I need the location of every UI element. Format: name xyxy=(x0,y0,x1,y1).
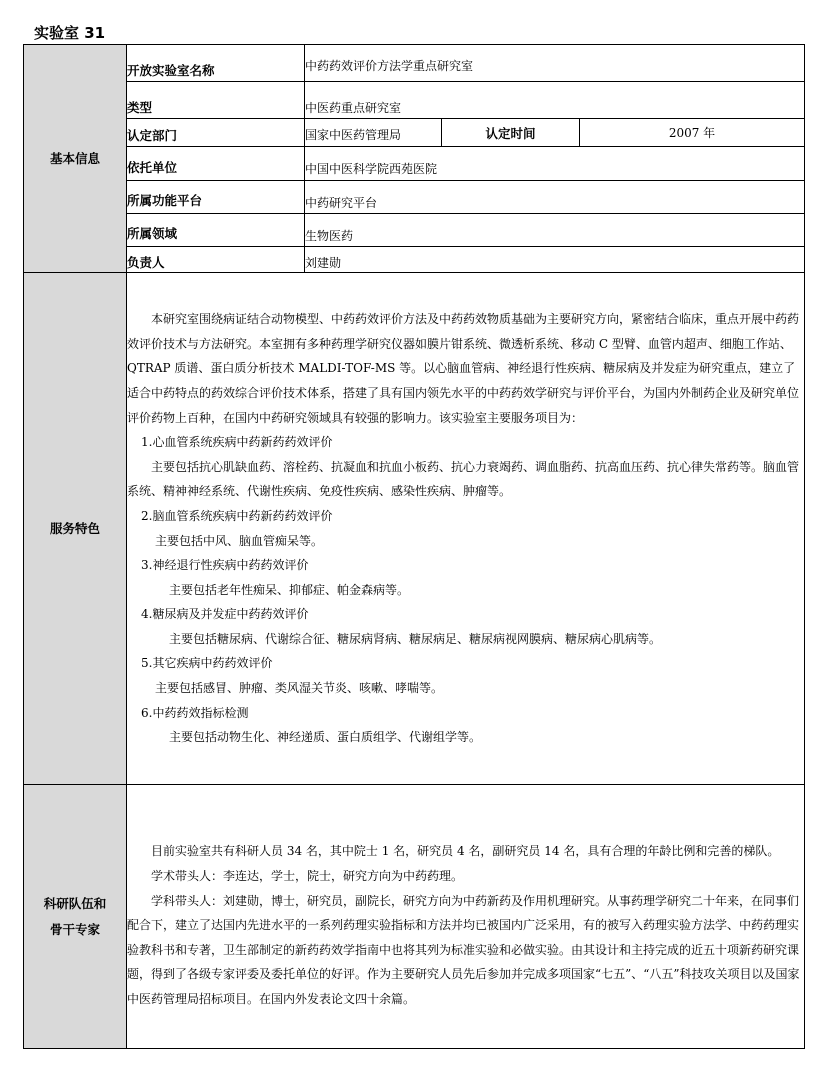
team-content xyxy=(127,785,805,1049)
row-dept xyxy=(24,119,805,147)
time-label: 认定时间 xyxy=(442,119,580,147)
section-team xyxy=(24,785,127,1049)
service-item-6-title: 6.中药药效指标检测 xyxy=(141,705,249,720)
row-field xyxy=(24,214,805,247)
service-item-5-desc: 主要包括感冒、肿瘤、类风湿关节炎、咳嗽、哮喘等。 xyxy=(155,681,444,696)
service-item-4-title: 4.糖尿病及并发症中药药效评价 xyxy=(141,607,309,622)
time-value: 2007 年 xyxy=(580,119,805,147)
dept-value: 国家中医药管理局 xyxy=(305,119,442,147)
leader-label: 负责人 xyxy=(127,247,305,273)
row-team xyxy=(24,785,805,1049)
service-item-1-title: 1.心血管系统疾病中药新药药效评价 xyxy=(141,435,333,450)
row-type xyxy=(24,82,805,119)
lab-name-label: 开放实验室名称 xyxy=(127,45,305,82)
field-value: 生物医药 xyxy=(305,214,805,247)
field-label: 所属领域 xyxy=(127,214,305,247)
lab-info-table xyxy=(23,44,805,1049)
service-item-1-desc: 主要包括抗心肌缺血药、溶栓药、抗凝血和抗血小板药、抗心力衰竭药、调血脂药、抗高血压药、抗心律失常药等。脑血管系统、精神神经系统、代谢性疾病、免疫性疾病、感染性疾病、肿瘤等。 xyxy=(127,459,800,499)
team-label-line1: 科研队伍和 xyxy=(43,895,107,911)
service-content xyxy=(127,273,805,785)
service-intro: 本研究室围绕病证结合动物模型、中药药效评价方法及中药药效物质基础为主要研究方向，紧密结合临床，重点开展中药药效评价技术与方法研究。本室拥有多种药理学研究仪器如膜片钳系统、微透析系统、移动 C 型臂、血管内超声、细胞工作站、QTRAP 质谱、蛋白质分析技术 MALDI-TOF-MS 等。以心脑血管病、神经退行性疾病、糖尿病及并发症为研究重点，建立了适合中药特点的药效综合评价技术体系，搭建了具有国内领先水平的中药药效学研究与评价平台，为国内外制药企业及研究单位评价药物上百种，在国内中药研究领域具有较强的影响力。该实验室主要服务项目为： xyxy=(127,312,800,425)
row-leader xyxy=(24,247,805,273)
type-value: 中医药重点研究室 xyxy=(305,82,805,119)
service-item-4-desc: 主要包括糖尿病、代谢综合征、糖尿病肾病、糖尿病足、糖尿病视网膜病、糖尿病心肌病等。 xyxy=(169,631,662,646)
lab-name-value: 中药药效评价方法学重点研究室 xyxy=(305,45,805,82)
service-item-5-title: 5.其它疾病中药药效评价 xyxy=(141,656,273,671)
leader-value: 刘建勋 xyxy=(305,247,805,273)
dept-label: 认定部门 xyxy=(127,119,305,147)
row-lab-name xyxy=(24,45,805,82)
service-item-2-desc: 主要包括中风、脑血管痴呆等。 xyxy=(155,533,324,548)
page-title: 实验室 31 xyxy=(34,24,106,42)
row-service xyxy=(24,273,805,785)
team-p3: 学科带头人：刘建勋，博士，研究员，副院长，研究方向为中药新药及作用机理研究。从事药理学研究二十年来，在同事们配合下，建立了达国内先进水平的一系列药理实验指标和方法并均已被国内广泛采用，有的被写入药理实验方法学、中药药理实验教科书和专著，卫生部制定的新药药效学指南中也将其列为标准实验和必做实验。由其设计和主持完成的近五十项新药研究课题，得到了各级专家评委及委托单位的好评。作为主要研究人员先后参加并完成多项国家“七五”、“八五”科技攻关项目以及国家中医药管理局招标项目。在国内外发表论文四十余篇。 xyxy=(127,893,800,1006)
service-item-6-desc: 主要包括动物生化、神经递质、蛋白质组学、代谢组学等。 xyxy=(169,730,482,745)
platform-value: 中药研究平台 xyxy=(305,181,805,214)
section-service: 服务特色 xyxy=(24,273,127,785)
service-item-3-desc: 主要包括老年性痴呆、抑郁症、帕金森病等。 xyxy=(169,582,410,597)
team-label-line2: 骨干专家 xyxy=(49,921,100,937)
type-label: 类型 xyxy=(127,82,305,119)
row-platform xyxy=(24,181,805,214)
service-item-3-title: 3.神经退行性疾病中药药效评价 xyxy=(141,558,309,573)
section-basic-info: 基本信息 xyxy=(24,45,127,273)
row-unit xyxy=(24,147,805,181)
team-p1: 目前实验室共有科研人员 34 名，其中院士 1 名，研究员 4 名，副研究员 14 名，具有合理的年龄比例和完善的梯队。 xyxy=(151,844,780,859)
unit-value: 中国中医科学院西苑医院 xyxy=(305,147,805,181)
unit-label: 依托单位 xyxy=(127,147,305,181)
platform-label: 所属功能平台 xyxy=(127,181,305,214)
team-p2: 学术带头人：李连达，学士，院士，研究方向为中药药理。 xyxy=(151,869,464,884)
service-item-2-title: 2.脑血管系统疾病中药新药药效评价 xyxy=(141,508,333,523)
